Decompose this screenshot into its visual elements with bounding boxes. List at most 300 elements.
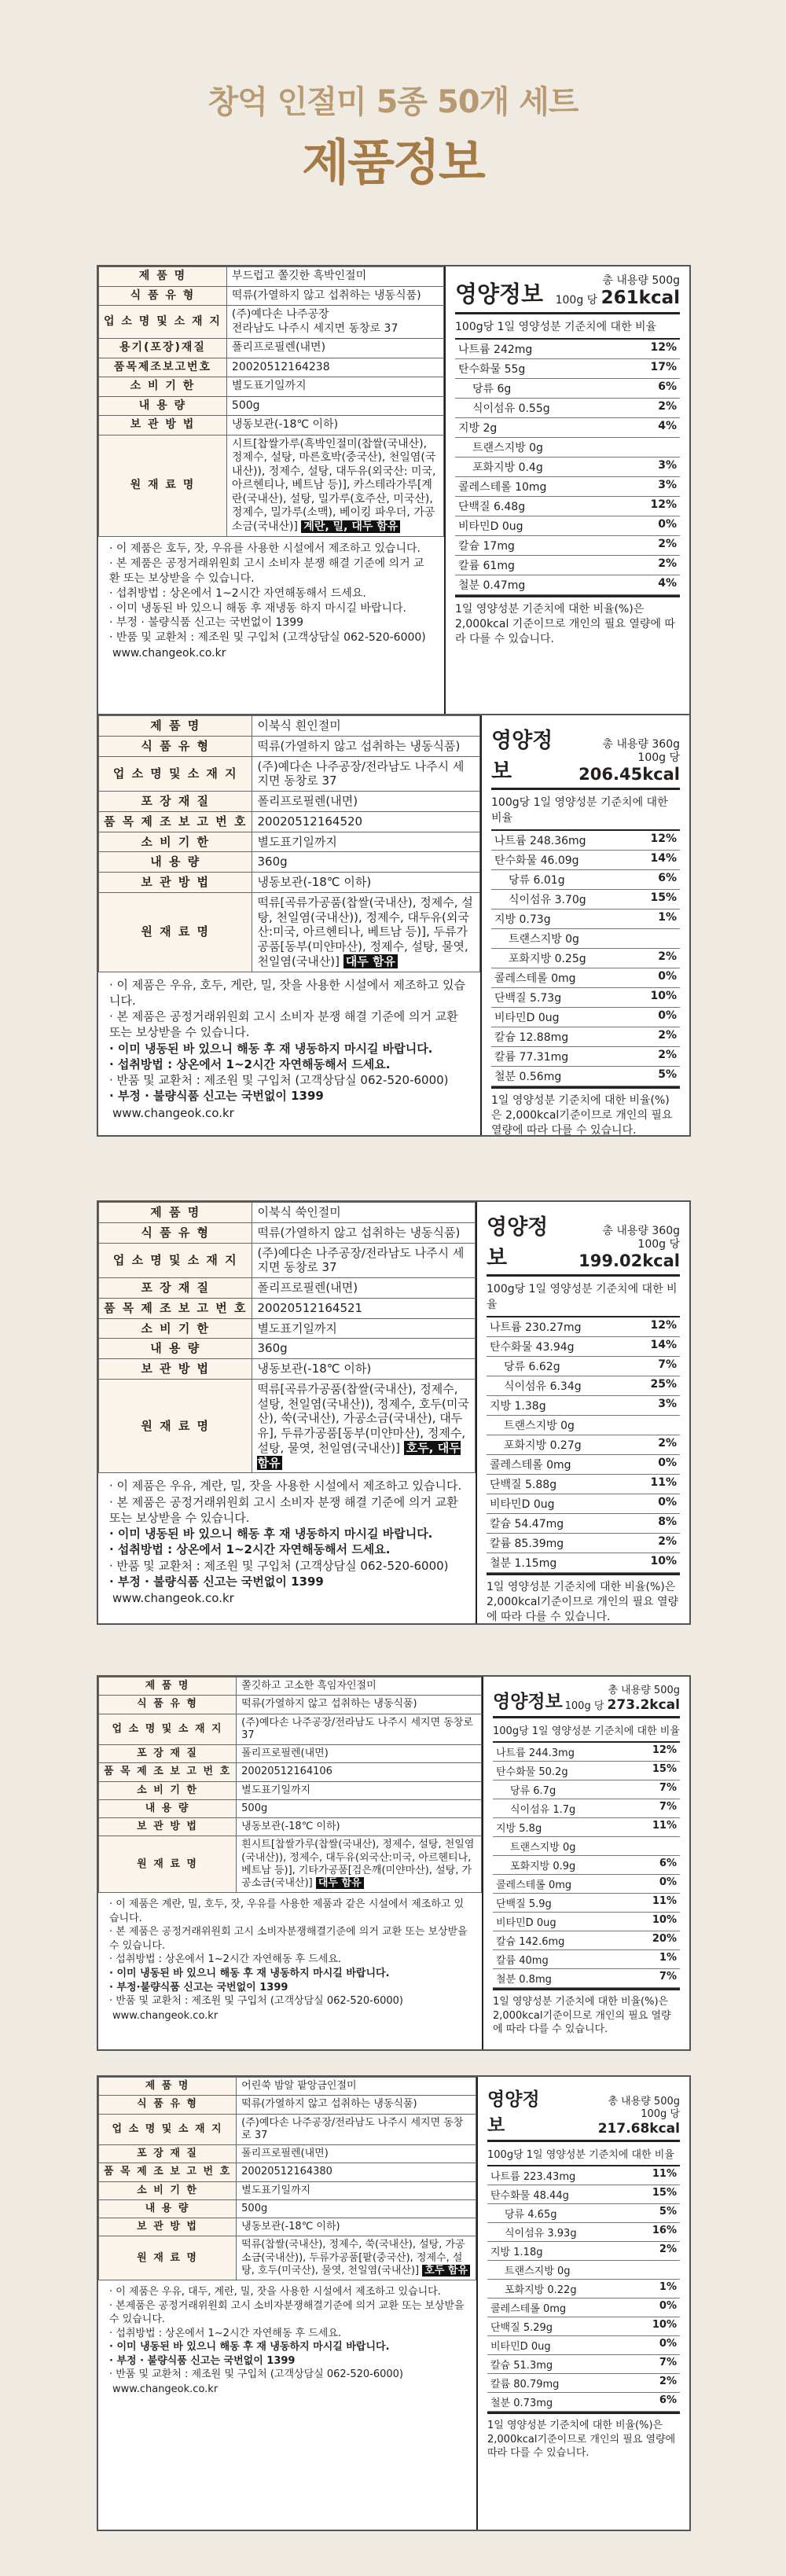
calorie-line [556, 2108, 680, 2137]
info-value: 폴리프로필렌(내면) [252, 792, 480, 812]
nutrient-name: 철분 [496, 1973, 516, 1986]
nutrient-row [487, 1494, 680, 1514]
product-label-section [98, 1202, 477, 1623]
nutrient-name: 식이섬유 [504, 1380, 547, 1393]
nutrient-name: 단백질 [494, 992, 527, 1005]
nutrient-amount: 55g [504, 363, 526, 377]
nutrient-percent: 4% [658, 420, 677, 433]
nutrient-amount: 40mg [519, 1954, 549, 1967]
nutrient-name: 철분 [458, 579, 480, 593]
info-value: 떡류(가열하지 않고 섭취하는 냉동식품) [226, 286, 443, 306]
nutrient-name: 비타민D [490, 1498, 531, 1511]
info-value: 떡류(가열하지 않고 섭취하는 냉동식품) [252, 736, 480, 756]
info-key: 포 장 재 질 [99, 1278, 252, 1299]
info-row [99, 811, 480, 832]
nutrient-row [455, 379, 680, 399]
nutrient-percent: 1% [658, 911, 677, 924]
nutrition-total [559, 738, 680, 785]
nutrition-panel [482, 715, 689, 1135]
nutrient-name-amount [490, 2394, 553, 2409]
nutrient-amount: 5.88g [525, 1479, 557, 1491]
nutrient-name-amount [490, 2357, 553, 2372]
nutrient-percent: 16% [652, 2225, 677, 2236]
info-value: 냉동보관(-18℃ 이하) [237, 2218, 476, 2236]
nutrient-amount: 1.38g [514, 1400, 546, 1413]
nutrient-percent: 2% [658, 400, 677, 413]
nutrient-name-amount [490, 2243, 542, 2258]
info-value: 떡류(가열하지 않고 섭취하는 냉동식품) [237, 2096, 476, 2114]
nutrient-amount: 1.15mg [514, 1557, 557, 1570]
info-key: 제 품 명 [99, 1203, 252, 1223]
nutrient-name-amount [510, 1839, 575, 1854]
nutrient-amount: 0g [565, 933, 579, 946]
nutrient-amount: 12.88mg [519, 1031, 569, 1044]
calories: 217.68kcal [597, 2120, 680, 2137]
product-info-table [98, 1202, 476, 1473]
nutrition-panel [446, 266, 689, 729]
calories: 199.02kcal [578, 1251, 680, 1270]
nutrient-amount: 2g [483, 422, 498, 435]
nutrient-name-amount [490, 2338, 551, 2353]
nutrient-name: 당류 [510, 1784, 531, 1797]
nutrient-row [455, 458, 680, 477]
info-row [99, 2163, 476, 2181]
ingredients-value [252, 1379, 476, 1473]
nutrient-name-amount [458, 341, 532, 357]
info-key: 업 소 명 및 소 재 지 [99, 1243, 252, 1278]
nutrient-amount: 0ug [533, 1498, 555, 1511]
nutrient-name: 나트륨 [494, 835, 527, 847]
nutrient-row [487, 2336, 680, 2355]
per-unit: 100g 당 [564, 1700, 604, 1712]
nutrient-name: 비타민D [490, 2341, 528, 2353]
info-row [99, 2199, 476, 2218]
nutrient-name: 포화지방 [504, 1439, 547, 1452]
info-key: 보 관 방 법 [99, 873, 252, 893]
nutrient-name-amount [458, 518, 523, 534]
nutrient-percent: 10% [652, 2319, 677, 2331]
nutrient-name: 탄수화물 [494, 854, 538, 867]
nutrient-row [491, 1008, 680, 1027]
nutrient-percent: 12% [650, 832, 677, 845]
info-key: 품 목 제 조 보 고 번 호 [99, 2163, 237, 2181]
nutrient-row [487, 2223, 680, 2242]
nutrient-row [493, 1969, 680, 1988]
info-row [99, 716, 480, 737]
calories: 206.45kcal [578, 764, 680, 784]
info-key: 품 목 제 조 보 고 번 호 [99, 811, 252, 832]
info-row [99, 377, 444, 397]
per-unit: 100g 당 [641, 2108, 680, 2121]
nutrient-name-amount [458, 479, 546, 494]
nutrient-amount: 43.94g [535, 1341, 575, 1354]
info-key: 업 소 명 및 소 재 지 [99, 2114, 237, 2145]
nutrient-percent: 25% [650, 1378, 677, 1391]
nutrient-row [487, 1376, 680, 1396]
info-key: 식 품 유 형 [99, 2096, 237, 2114]
nutrient-name-amount [504, 1378, 582, 1394]
nutrition-title: 영양정보 [487, 1215, 549, 1270]
info-value: 별도표기일까지 [226, 377, 443, 397]
nutrient-name: 비타민D [458, 520, 499, 534]
nutrition-header [487, 2085, 680, 2142]
ingredients-key: 원 재 료 명 [99, 892, 252, 972]
nutrient-name-amount [505, 2225, 577, 2240]
info-row [99, 1799, 482, 1817]
notice-item: · 섭취방법 : 상온에서 1~2시간 자연해동해서 드세요. [109, 1056, 391, 1071]
nutrient-row [491, 890, 680, 910]
nutrition-title: 영양정보 [487, 2089, 540, 2136]
notice-item: · 이 제품은 우유, 호두, 게란, 밀, 잣을 사용한 시설에서 제조하고 있습니다. [109, 977, 466, 1008]
nutrient-name: 칼슘 [494, 1031, 516, 1044]
ingredients-row [99, 435, 444, 537]
info-row [99, 792, 480, 812]
nutrient-row [493, 1818, 680, 1837]
nutrient-name-amount [496, 1820, 542, 1835]
nutrient-name: 철분 [494, 1071, 516, 1083]
info-key: 포 장 재 질 [99, 792, 252, 812]
nutrition-title: 영양정보 [493, 1691, 563, 1712]
nutrient-name-amount [472, 400, 550, 416]
notice-item: · 본 제품은 공정거래위원회 고시 소비자 분쟁 해결 기준에 의거 교환 또는 보상받을 수 있습니다. [109, 1009, 458, 1040]
nutrient-name-amount [494, 970, 576, 986]
allergen-badge: 대두 함유 [316, 1877, 364, 1889]
notice-item: · 이미 냉동된 바 있으니 해동 후 재 냉동하지 마시길 바랍니다. [109, 1967, 390, 1979]
nutrient-amount: 3.70g [554, 894, 586, 906]
nutrient-name-amount [505, 2262, 570, 2277]
nutrient-percent: 15% [652, 1762, 677, 1775]
info-row [99, 2114, 476, 2145]
ingredients-text: 떡류(찹쌀(국내산), 정제수, 쑥(국내산), 설탕, 가공소금(국내산)), 두류가공품[팥(중국산), 정제수, 설탕, 호두(미국산), 물엿, 천일염(국내산)] [241, 2239, 465, 2277]
nutrition-header [455, 274, 680, 314]
nutrient-percent: 2% [658, 950, 677, 963]
nutrient-percent: 7% [659, 1970, 677, 1983]
notice-item: · 부정 · 불량식품 신고는 국번없이 1399 [109, 2354, 296, 2367]
product-label-section [98, 1677, 483, 2049]
nutrient-name-amount [490, 1535, 564, 1551]
info-value: 별도표기일까지 [252, 832, 480, 852]
info-value: 360g [252, 1339, 476, 1359]
total-weight: 총 내용량 360g [602, 738, 680, 751]
daily-value-basis: 100g당 1일 영양성분 기준치에 대한 비율 [491, 790, 680, 831]
website-link[interactable]: www.changeok.co.kr [112, 1105, 234, 1120]
product-label-section [98, 715, 482, 1135]
notice-item: · 반품 및 교환처 : 제조원 및 구입처 (고객상담실 062-520-6000) [109, 631, 426, 645]
nutrition-header [493, 1685, 680, 1718]
nutrient-amount: 0.73mg [513, 2398, 553, 2409]
nutrient-amount: 61mg [483, 560, 515, 573]
website-link[interactable]: www.changeok.co.kr [112, 2383, 219, 2395]
info-key: 내 용 량 [99, 1799, 237, 1817]
info-row [99, 1278, 476, 1299]
nutrient-name-amount [490, 1496, 554, 1512]
nutrient-name: 당류 [472, 383, 494, 396]
calorie-line [565, 1697, 680, 1713]
nutrient-name: 비타민D [496, 1916, 534, 1929]
nutrient-percent: 12% [650, 498, 677, 512]
info-key: 업 소 명 및 소 재 지 [99, 756, 252, 792]
nutrient-name-amount [505, 2206, 556, 2221]
nutrient-amount: 48.44g [533, 2190, 569, 2202]
nutrient-name-amount [510, 1782, 556, 1797]
info-value: 별도표기일까지 [237, 2181, 476, 2199]
nutrient-row [487, 1455, 680, 1475]
info-key: 소 비 기 한 [99, 2181, 237, 2199]
info-row [99, 267, 444, 287]
nutrient-name-amount [504, 1417, 575, 1433]
notice-list [98, 1893, 482, 2008]
ingredients-text: 흰시트[찹쌀가루(찹쌀(국내산), 정제수, 설탕, 천일염(국내산)), 정제수, 대두유(외국산:미국, 아르헨티나, 베트남 등)], 기타가공품[검은깨(미얀마산), 설탕, 가공소금(국내산)] [241, 1839, 475, 1889]
nutrient-row [455, 340, 680, 359]
nutrient-amount: 5.73g [530, 992, 562, 1005]
website-link[interactable]: www.changeok.co.kr [112, 1591, 234, 1605]
info-value: 쫄깃하고 고소한 흑임자인절미 [237, 1678, 482, 1696]
nutrient-row [487, 2355, 680, 2374]
info-row [99, 306, 444, 339]
per-unit: 100g 당 [555, 293, 598, 307]
nutrient-amount: 0.4g [518, 461, 543, 475]
notice-item: · 부정 · 불량식품 신고는 국번없이 1399 [109, 1089, 324, 1104]
nutrient-amount: 0.27g [549, 1439, 582, 1452]
nutrient-name: 식이섬유 [505, 2228, 545, 2240]
nutrient-name-amount [494, 1009, 559, 1025]
nutrient-percent: 7% [658, 1358, 677, 1371]
info-value: 500g [237, 2199, 476, 2218]
nutrition-panel [483, 1677, 689, 2049]
nutrient-name-amount [490, 1398, 546, 1413]
product-info-table [98, 715, 480, 972]
ingredients-value [237, 1836, 482, 1893]
notice-item: · 반품 및 교환처 : 제조원 및 구입처 (고객상담실 062-520-6000) [109, 1073, 449, 1087]
calorie-line [556, 1238, 680, 1271]
nutrient-amount: 0ug [536, 1916, 556, 1929]
nutrient-amount: 5.9g [528, 1898, 552, 1910]
nutrient-name-amount [510, 1801, 575, 1816]
notice-item: · 본 제품은 공정거래위원회 고시 소비자 분쟁 해결 기준에 의거 교환 또는 보상받을 수 있습니다. [109, 557, 424, 585]
nutrient-name-amount [505, 2281, 577, 2296]
nutrient-name-amount [494, 911, 551, 927]
nutrition-total [565, 1685, 680, 1713]
ingredients-key: 원 재 료 명 [99, 1379, 252, 1473]
ingredients-value [252, 892, 480, 972]
notice-item: · 본 제품은 공정거래위원회 고시 소비자분쟁해결기준에 의거 교환 또는 보상받을 수 있습니다. [109, 1926, 468, 1952]
nutrient-row [487, 1357, 680, 1376]
daily-value-basis: 100g당 1일 영양성분 기준치에 대한 비율 [455, 314, 680, 340]
info-row [99, 396, 444, 416]
info-row [99, 1781, 482, 1799]
nutrient-amount: 6.34g [549, 1380, 582, 1393]
nutrient-amount: 0.47mg [483, 579, 526, 593]
info-value: 폴리프로필렌(내면) [237, 1745, 482, 1763]
notice-list [98, 1473, 476, 1589]
info-row [99, 416, 444, 435]
nutrient-amount: 244.3mg [528, 1747, 575, 1759]
nutrient-amount: 5.29g [523, 2322, 553, 2334]
info-value: 폴리프로필렌(내면) [252, 1278, 476, 1299]
nutrient-amount: 230.27mg [525, 1321, 582, 1334]
notice-item: · 본 제품은 공정거래위원회 고시 소비자 분쟁 해결 기준에 의거 교환 또는 보상받을 수 있습니다. [109, 1494, 458, 1525]
info-row [99, 1714, 482, 1745]
nutrient-amount: 0mg [548, 1879, 572, 1891]
nutrient-row [487, 2393, 680, 2412]
nutrient-amount: 17mg [483, 540, 515, 553]
nutrient-row [487, 2204, 680, 2223]
nutrient-percent: 10% [650, 990, 677, 1002]
nutrient-amount: 50.2g [538, 1766, 568, 1778]
nutrient-percent: 7% [659, 2357, 677, 2368]
ingredients-key: 원 재 료 명 [99, 1836, 237, 1893]
nutrient-percent: 0% [658, 1457, 677, 1469]
nutrient-percent: 2% [659, 2376, 677, 2387]
info-value: 냉동보관(-18℃ 이하) [252, 1359, 476, 1380]
nutrient-row [487, 1416, 680, 1435]
nutrient-row [455, 359, 680, 379]
nutrient-row [487, 2317, 680, 2336]
info-row [99, 1318, 476, 1339]
nutrient-percent: 1% [659, 1951, 677, 1964]
nutrient-name: 지방 [490, 1400, 512, 1413]
nutrient-amount: 0ug [538, 1012, 560, 1024]
nutrient-amount: 0g [529, 442, 543, 455]
nutrition-footnote: 1일 영양성분 기준치에 대한 비율(%)은 2,000kcal기준이므로 개인의 필요 열량에 따라 다를 수 있습니다. [487, 2412, 680, 2460]
nutrient-amount: 85.39mg [514, 1538, 564, 1550]
info-key: 보 관 방 법 [99, 1818, 237, 1836]
info-key: 보 관 방 법 [99, 1359, 252, 1380]
ingredients-row [99, 1836, 482, 1893]
nutrient-row [493, 1799, 680, 1818]
info-value: 20020512164106 [237, 1763, 482, 1781]
nutrient-percent: 12% [650, 1319, 677, 1332]
nutrient-percent: 17% [650, 361, 677, 374]
nutrient-row [493, 1762, 680, 1780]
info-key: 내 용 량 [99, 2199, 237, 2218]
nutrient-percent: 1% [659, 2281, 677, 2293]
nutrient-row [487, 2299, 680, 2317]
nutrient-name-amount [490, 1319, 582, 1335]
ingredients-text: 떡류[곡류가공품(찹쌀(국내산), 정제수, 설탕, 천일염(국내산)), 정제수, 호두(미국산), 쑥(국내산), 가공소금(국내산), 대두유], 두류가공품[동부(미얀마산), 정제수, 설탕, 물엿, 천일염(국내산)] [257, 1381, 469, 1455]
nutrient-percent: 2% [658, 1029, 677, 1042]
nutrient-name: 단백질 [490, 2322, 520, 2334]
notice-item: · 이 제품은 호두, 잣, 우유를 사용한 시설에서 제조하고 있습니다. [109, 542, 421, 555]
ingredients-text: 떡류[곡류가공품(찹쌀(국내산), 정제수, 설탕, 천일염(국내산)), 정제수, 대두유(외국산:미국, 아르헨티나, 베트남 등)], 두류가공품[동부(미얀마산), 정제수, 설탕, 물엿, 천일염(국내산)] [257, 895, 473, 968]
nutrient-amount: 0.25g [554, 953, 586, 965]
notice-item: · 이 제품은 우유, 대두, 계란, 밀, 잣을 사용한 시설에서 제조하고 있습니다. [109, 2286, 441, 2298]
nutrient-row [491, 988, 680, 1008]
nutrient-row [455, 497, 680, 516]
allergen-badge: 계란, 밀, 대두 함유 [301, 520, 400, 533]
nutrient-percent: 2% [658, 538, 677, 551]
nutrient-amount: 54.47mg [514, 1518, 564, 1531]
nutrient-name-amount [472, 439, 543, 455]
nutrient-percent: 0% [659, 2338, 677, 2350]
nutrient-name-amount [490, 2300, 566, 2315]
nutrient-name: 칼륨 [494, 1051, 516, 1064]
info-row [99, 2218, 476, 2236]
nutrient-amount: 0.22g [547, 2284, 577, 2296]
notice-item: · 반품 및 교환처 : 제조원 및 구입처 (고객상담실 062-520-6000) [109, 1995, 403, 2008]
ingredients-key: 원 재 료 명 [99, 435, 227, 537]
nutrient-name-amount [490, 2187, 569, 2202]
nutrient-percent: 3% [658, 1398, 677, 1410]
product-label-section [98, 266, 446, 729]
nutrient-percent: 0% [658, 518, 677, 531]
nutrient-row [493, 1931, 680, 1950]
nutrient-name-amount [494, 990, 561, 1005]
info-key: 제 품 명 [99, 2078, 237, 2096]
nutrition-panel [478, 2077, 689, 2530]
nutrient-name: 칼륨 [490, 1538, 512, 1550]
website-link[interactable]: www.changeok.co.kr [112, 647, 226, 660]
info-value: 500g [237, 1799, 482, 1817]
nutrient-name-amount [509, 931, 579, 946]
nutrient-name: 당류 [504, 1361, 526, 1373]
nutrient-amount: 0mg [546, 1459, 571, 1472]
info-row [99, 1763, 482, 1781]
nutrient-amount: 10mg [515, 481, 547, 494]
nutrient-name-amount [509, 950, 586, 966]
nutrition-panel [477, 1202, 689, 1623]
nutrient-name: 칼륨 [458, 560, 480, 573]
nutrient-name: 철분 [490, 1557, 512, 1570]
nutrient-name: 콜레스테롤 [490, 1459, 543, 1472]
nutrient-name: 나트륨 [458, 344, 490, 357]
nutrient-name-amount [504, 1358, 560, 1374]
info-row [99, 2078, 476, 2096]
nutrient-name-amount [490, 1516, 564, 1531]
nutrient-percent: 6% [659, 1857, 677, 1869]
nutrient-name-amount [472, 459, 543, 475]
nutrient-name: 식이섬유 [510, 1803, 550, 1816]
nutrition-header [491, 723, 680, 790]
product-info-table [98, 2077, 476, 2280]
nutrient-percent: 10% [650, 1555, 677, 1567]
info-key: 소 비 기 한 [99, 1781, 237, 1799]
ingredients-row [99, 2236, 476, 2280]
nutrient-name: 칼슘 [490, 1518, 512, 1531]
nutrient-row [493, 1856, 680, 1875]
nutrient-name: 식이섬유 [472, 402, 516, 416]
ingredients-row [99, 1379, 476, 1473]
nutrient-row [487, 1553, 680, 1573]
info-value: 냉동보관(-18℃ 이하) [237, 1818, 482, 1836]
info-key: 용기(포장)재질 [99, 339, 227, 358]
info-row [99, 339, 444, 358]
info-row [99, 736, 480, 756]
info-value: 이북식 흰인절미 [252, 716, 480, 737]
nutrition-header [487, 1210, 680, 1277]
nutrient-row [493, 1950, 680, 1969]
nutrient-name-amount [496, 1744, 575, 1759]
nutrient-percent: 7% [659, 1800, 677, 1813]
nutrient-name: 포화지방 [510, 1860, 550, 1872]
notice-item: · 이미 냉동된 바 있으니 해동 후 재 냉동하지 마시길 바랍니다. [109, 1041, 433, 1056]
info-row [99, 1359, 476, 1380]
product-info-table [98, 1677, 482, 1893]
nutrient-amount: 0g [556, 2265, 571, 2277]
info-value: (주)예다손 나주공장/전라남도 나주시 세지면 동창로 37 [237, 2114, 476, 2145]
allergen-badge: 호두, 대두 함유 [257, 1440, 461, 1470]
nutrient-name: 트랜스지방 [505, 2265, 554, 2277]
daily-value-basis: 100g당 1일 영양성분 기준치에 대한 비율 [493, 1718, 680, 1743]
ingredients-value [226, 435, 443, 537]
nutrient-name-amount [458, 538, 515, 553]
nutrient-row [455, 575, 680, 595]
nutrient-amount: 0mg [542, 2303, 567, 2315]
website-link[interactable]: www.changeok.co.kr [112, 2009, 219, 2022]
total-weight: 총 내용량 360g [602, 1225, 680, 1238]
product-info-card [97, 265, 691, 730]
nutrient-row [493, 1743, 680, 1762]
